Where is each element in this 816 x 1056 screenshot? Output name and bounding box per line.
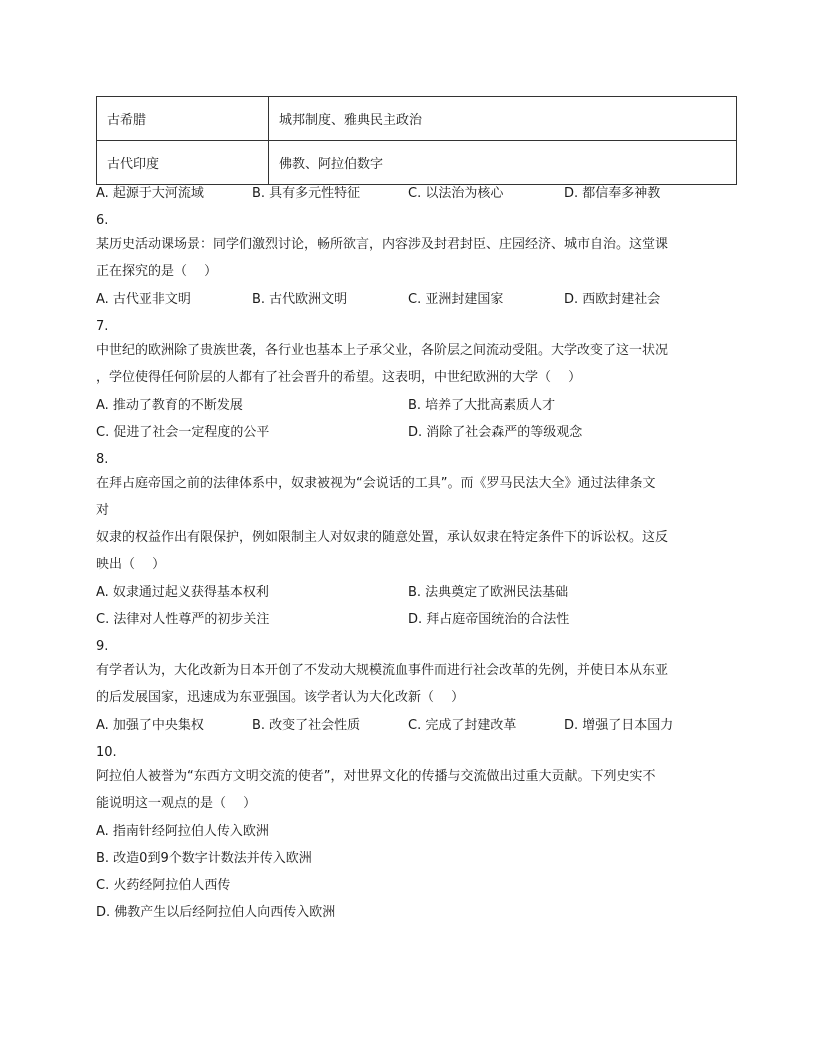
q10-option-b[interactable]: B. 改造0到9个数字计数法并传入欧洲 xyxy=(96,851,312,866)
q9-stem-line: 的后发展国家，迅速成为东亚强国。该学者认为大化改新（ ） xyxy=(96,690,465,705)
table-cell-feature: 城邦制度、雅典民主政治 xyxy=(269,97,737,141)
q8-option-a[interactable]: A. 奴隶通过起义获得基本权利 xyxy=(96,585,269,600)
q7-stem-line: ，学位使得任何阶层的人都有了社会晋升的希望。这表明，中世纪欧洲的大学（ ） xyxy=(96,370,582,385)
q8-options-row2 xyxy=(96,611,736,629)
q7-option-d[interactable]: D. 消除了社会森严的等级观念 xyxy=(408,425,583,440)
table-cell-civilization: 古希腊 xyxy=(97,97,269,141)
q7-option-b[interactable]: B. 培养了大批高素质人才 xyxy=(408,398,556,413)
q8-option-c[interactable]: C. 法律对人性尊严的初步关注 xyxy=(96,612,270,627)
q8-stem-line: 在拜占庭帝国之前的法律体系中，奴隶被视为“会说话的工具”。而《罗马民法大全》通过法律条文 xyxy=(96,476,656,491)
q5-option-a[interactable]: A. 起源于大河流域 xyxy=(96,186,204,201)
q8-number: 8. xyxy=(96,452,109,467)
q7-option-c[interactable]: C. 促进了社会一定程度的公平 xyxy=(96,425,270,440)
q9-options xyxy=(96,717,736,735)
q8-stem-line: 对 xyxy=(96,503,110,518)
q9-option-c[interactable]: C. 完成了封建改革 xyxy=(408,718,517,733)
q5-option-b[interactable]: B. 具有多元性特征 xyxy=(252,186,361,201)
q9-stem-line: 有学者认为，大化改新为日本开创了不发动大规模流血事件而进行社会改革的先例，并使日本从东亚 xyxy=(96,663,669,678)
q6-options xyxy=(96,291,736,309)
table-row xyxy=(97,97,737,141)
q7-options-row1 xyxy=(96,397,736,415)
q10-option-c[interactable]: C. 火药经阿拉伯人西传 xyxy=(96,878,231,893)
q7-stem-line: 中世纪的欧洲除了贵族世袭，各行业也基本上子承父业，各阶层之间流动受阻。大学改变了这一状况 xyxy=(96,343,669,358)
q6-number: 6. xyxy=(96,213,109,228)
q5-option-c[interactable]: C. 以法治为核心 xyxy=(408,186,504,201)
q6-stem-line: 某历史活动课场景：同学们激烈讨论，畅所欲言，内容涉及封君封臣、庄园经济、城市自治。这堂课 xyxy=(96,237,669,252)
q7-options-row2 xyxy=(96,424,736,442)
q9-number: 9. xyxy=(96,639,109,654)
q8-stem-line: 奴隶的权益作出有限保护，例如限制主人对奴隶的随意处置，承认奴隶在特定条件下的诉讼权。这反 xyxy=(96,530,669,545)
q10-option-d[interactable]: D. 佛教产生以后经阿拉伯人向西传入欧洲 xyxy=(96,905,336,920)
q9-option-a[interactable]: A. 加强了中央集权 xyxy=(96,718,204,733)
q8-option-b[interactable]: B. 法典奠定了欧洲民法基础 xyxy=(408,585,569,600)
q5-option-d[interactable]: D. 都信奉多神教 xyxy=(564,186,661,201)
table-cell-civilization: 古代印度 xyxy=(97,141,269,185)
q6-stem-line: 正在探究的是（ ） xyxy=(96,264,218,279)
q5-options xyxy=(96,185,736,203)
q6-option-c[interactable]: C. 亚洲封建国家 xyxy=(408,292,504,307)
q9-option-b[interactable]: B. 改变了社会性质 xyxy=(252,718,361,733)
q8-option-d[interactable]: D. 拜占庭帝国统治的合法性 xyxy=(408,612,570,627)
civilization-table xyxy=(96,96,737,185)
q10-stem-line: 能说明这一观点的是（ ） xyxy=(96,796,257,811)
q8-options-row1 xyxy=(96,584,736,602)
q7-option-a[interactable]: A. 推动了教育的不断发展 xyxy=(96,398,243,413)
q6-option-a[interactable]: A. 古代亚非文明 xyxy=(96,292,191,307)
table-cell-feature: 佛教、阿拉伯数字 xyxy=(269,141,737,185)
q6-option-d[interactable]: D. 西欧封建社会 xyxy=(564,292,661,307)
q7-number: 7. xyxy=(96,319,109,334)
q10-number: 10. xyxy=(96,745,117,760)
q8-stem-line: 映出（ ） xyxy=(96,557,166,572)
q6-option-b[interactable]: B. 古代欧洲文明 xyxy=(252,292,348,307)
q9-option-d[interactable]: D. 增强了日本国力 xyxy=(564,718,674,733)
q10-option-a[interactable]: A. 指南针经阿拉伯人传入欧洲 xyxy=(96,824,269,839)
q10-stem-line: 阿拉伯人被誉为“东西方文明交流的使者”，对世界文化的传播与交流做出过重大贡献。下列史实不 xyxy=(96,769,656,784)
table-row xyxy=(97,141,737,185)
